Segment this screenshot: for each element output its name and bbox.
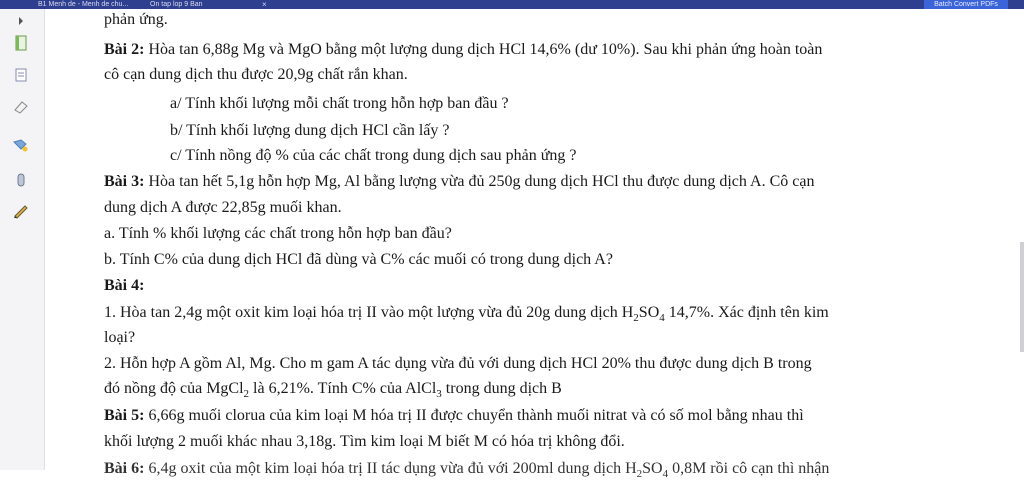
exercise-heading: Bài 4: (104, 277, 145, 294)
page-icon[interactable] (12, 35, 30, 51)
question-2: 2. Hỗn hợp A gồm Al, Mg. Cho m gam A tác dụng vừa đủ với dung dịch HCl 20% thu được dung dịch B trong (104, 355, 812, 372)
exercise-heading: Bài 6: (104, 460, 145, 477)
question-a: a. Tính % khối lượng các chất trong hỗn hợp ban đầu? (104, 225, 452, 242)
exercise-text: Hòa tan hết 5,1g hỗn hợp Mg, Al bằng lượng vừa đủ 250g dung dịch HCl thu được dung dịch A. Cô cạn (144, 173, 815, 190)
subscript: 4 (662, 468, 669, 481)
text-line: phản ứng. (104, 11, 168, 28)
text-span: 14,7%. Xác định tên kim (664, 304, 829, 321)
question-a: a/ Tính khối lượng mỗi chất trong hỗn hợp ban đầu ? (170, 95, 509, 112)
text-span: 1. Hòa tan 2,4g một oxit kim loại hóa trị II vào một lượng vừa đủ 20g dung dịch H (104, 304, 634, 321)
pencil-icon[interactable] (12, 203, 30, 219)
exercise-5 (104, 405, 804, 427)
eraser-icon[interactable] (12, 99, 30, 115)
highlighter-icon[interactable] (12, 137, 30, 153)
text-line: khối lượng 2 muối khác nhau 3,18g. Tìm kim loại M biết M có hóa trị không đổi. (104, 433, 625, 450)
exercise-3 (104, 171, 814, 193)
question-b: b. Tính C% của dung dịch HCl đã dùng và C% các muối có trong dung dịch A? (104, 251, 613, 268)
clipped-line-container (104, 458, 984, 481)
close-tab-icon[interactable]: × (262, 0, 267, 9)
text-line: dung dịch A được 22,85g muối khan. (104, 199, 342, 216)
subscript: 3 (436, 388, 442, 401)
text-line: loại? (104, 329, 136, 346)
exercise-heading: Bài 2: (104, 41, 145, 58)
exercise-heading: Bài 3: (104, 173, 145, 190)
window-tab-bar (0, 0, 1024, 9)
document-icon[interactable] (12, 67, 30, 83)
batch-convert-button[interactable]: Batch Convert PDFs (924, 0, 1008, 9)
text-span: đó nồng độ của MgCl (104, 380, 244, 397)
exercise-heading: Bài 5: (104, 407, 145, 424)
exercise-text: 6,66g muối clorua của kim loại M hóa trị II được chuyển thành muối nitrat và có số mol bằng nhau thì (144, 407, 804, 424)
text-span: 0,8M rồi cô cạn thì nhận (668, 460, 830, 477)
subscript: 2 (243, 388, 250, 401)
question-c: c/ Tính nồng độ % của các chất trong dung dịch sau phản ứng ? (170, 147, 577, 164)
annotation-toolbar (0, 9, 45, 470)
text-span: SO (642, 460, 663, 477)
subscript: 4 (659, 312, 665, 325)
subscript: 2 (633, 312, 639, 325)
subscript: 2 (636, 468, 643, 481)
text-span: SO (638, 304, 660, 321)
attachment-icon[interactable] (12, 172, 30, 188)
question-1 (104, 302, 829, 324)
vertical-scrollbar[interactable] (1020, 242, 1024, 352)
exercise-6 (104, 458, 829, 480)
tab-document-1[interactable]: B1 Menh de - Menh de chu... (38, 1, 129, 8)
expand-arrow-icon[interactable] (12, 13, 30, 29)
question-b: b/ Tính khối lượng dung dịch HCl cần lấy ? (170, 122, 450, 139)
text-span: 6,4g oxit của một kim loại hóa trị II tác dụng vừa đủ với 200ml dung dịch H (144, 460, 637, 477)
text-span: là 6,21%. Tính C% của AlCl (249, 380, 437, 397)
text-line: cô cạn dung dịch thu được 20,9g chất rắn khan. (104, 66, 408, 83)
exercise-2 (104, 39, 822, 61)
text-span: trong dung dịch B (441, 380, 562, 397)
exercise-text: Hòa tan 6,88g Mg và MgO bằng một lượng dung dịch HCl 14,6% (dư 10%). Sau khi phản ứng hoàn toàn (144, 41, 823, 58)
text-line (104, 378, 562, 400)
tab-document-2[interactable]: On tap lop 9 Ban (150, 1, 203, 8)
